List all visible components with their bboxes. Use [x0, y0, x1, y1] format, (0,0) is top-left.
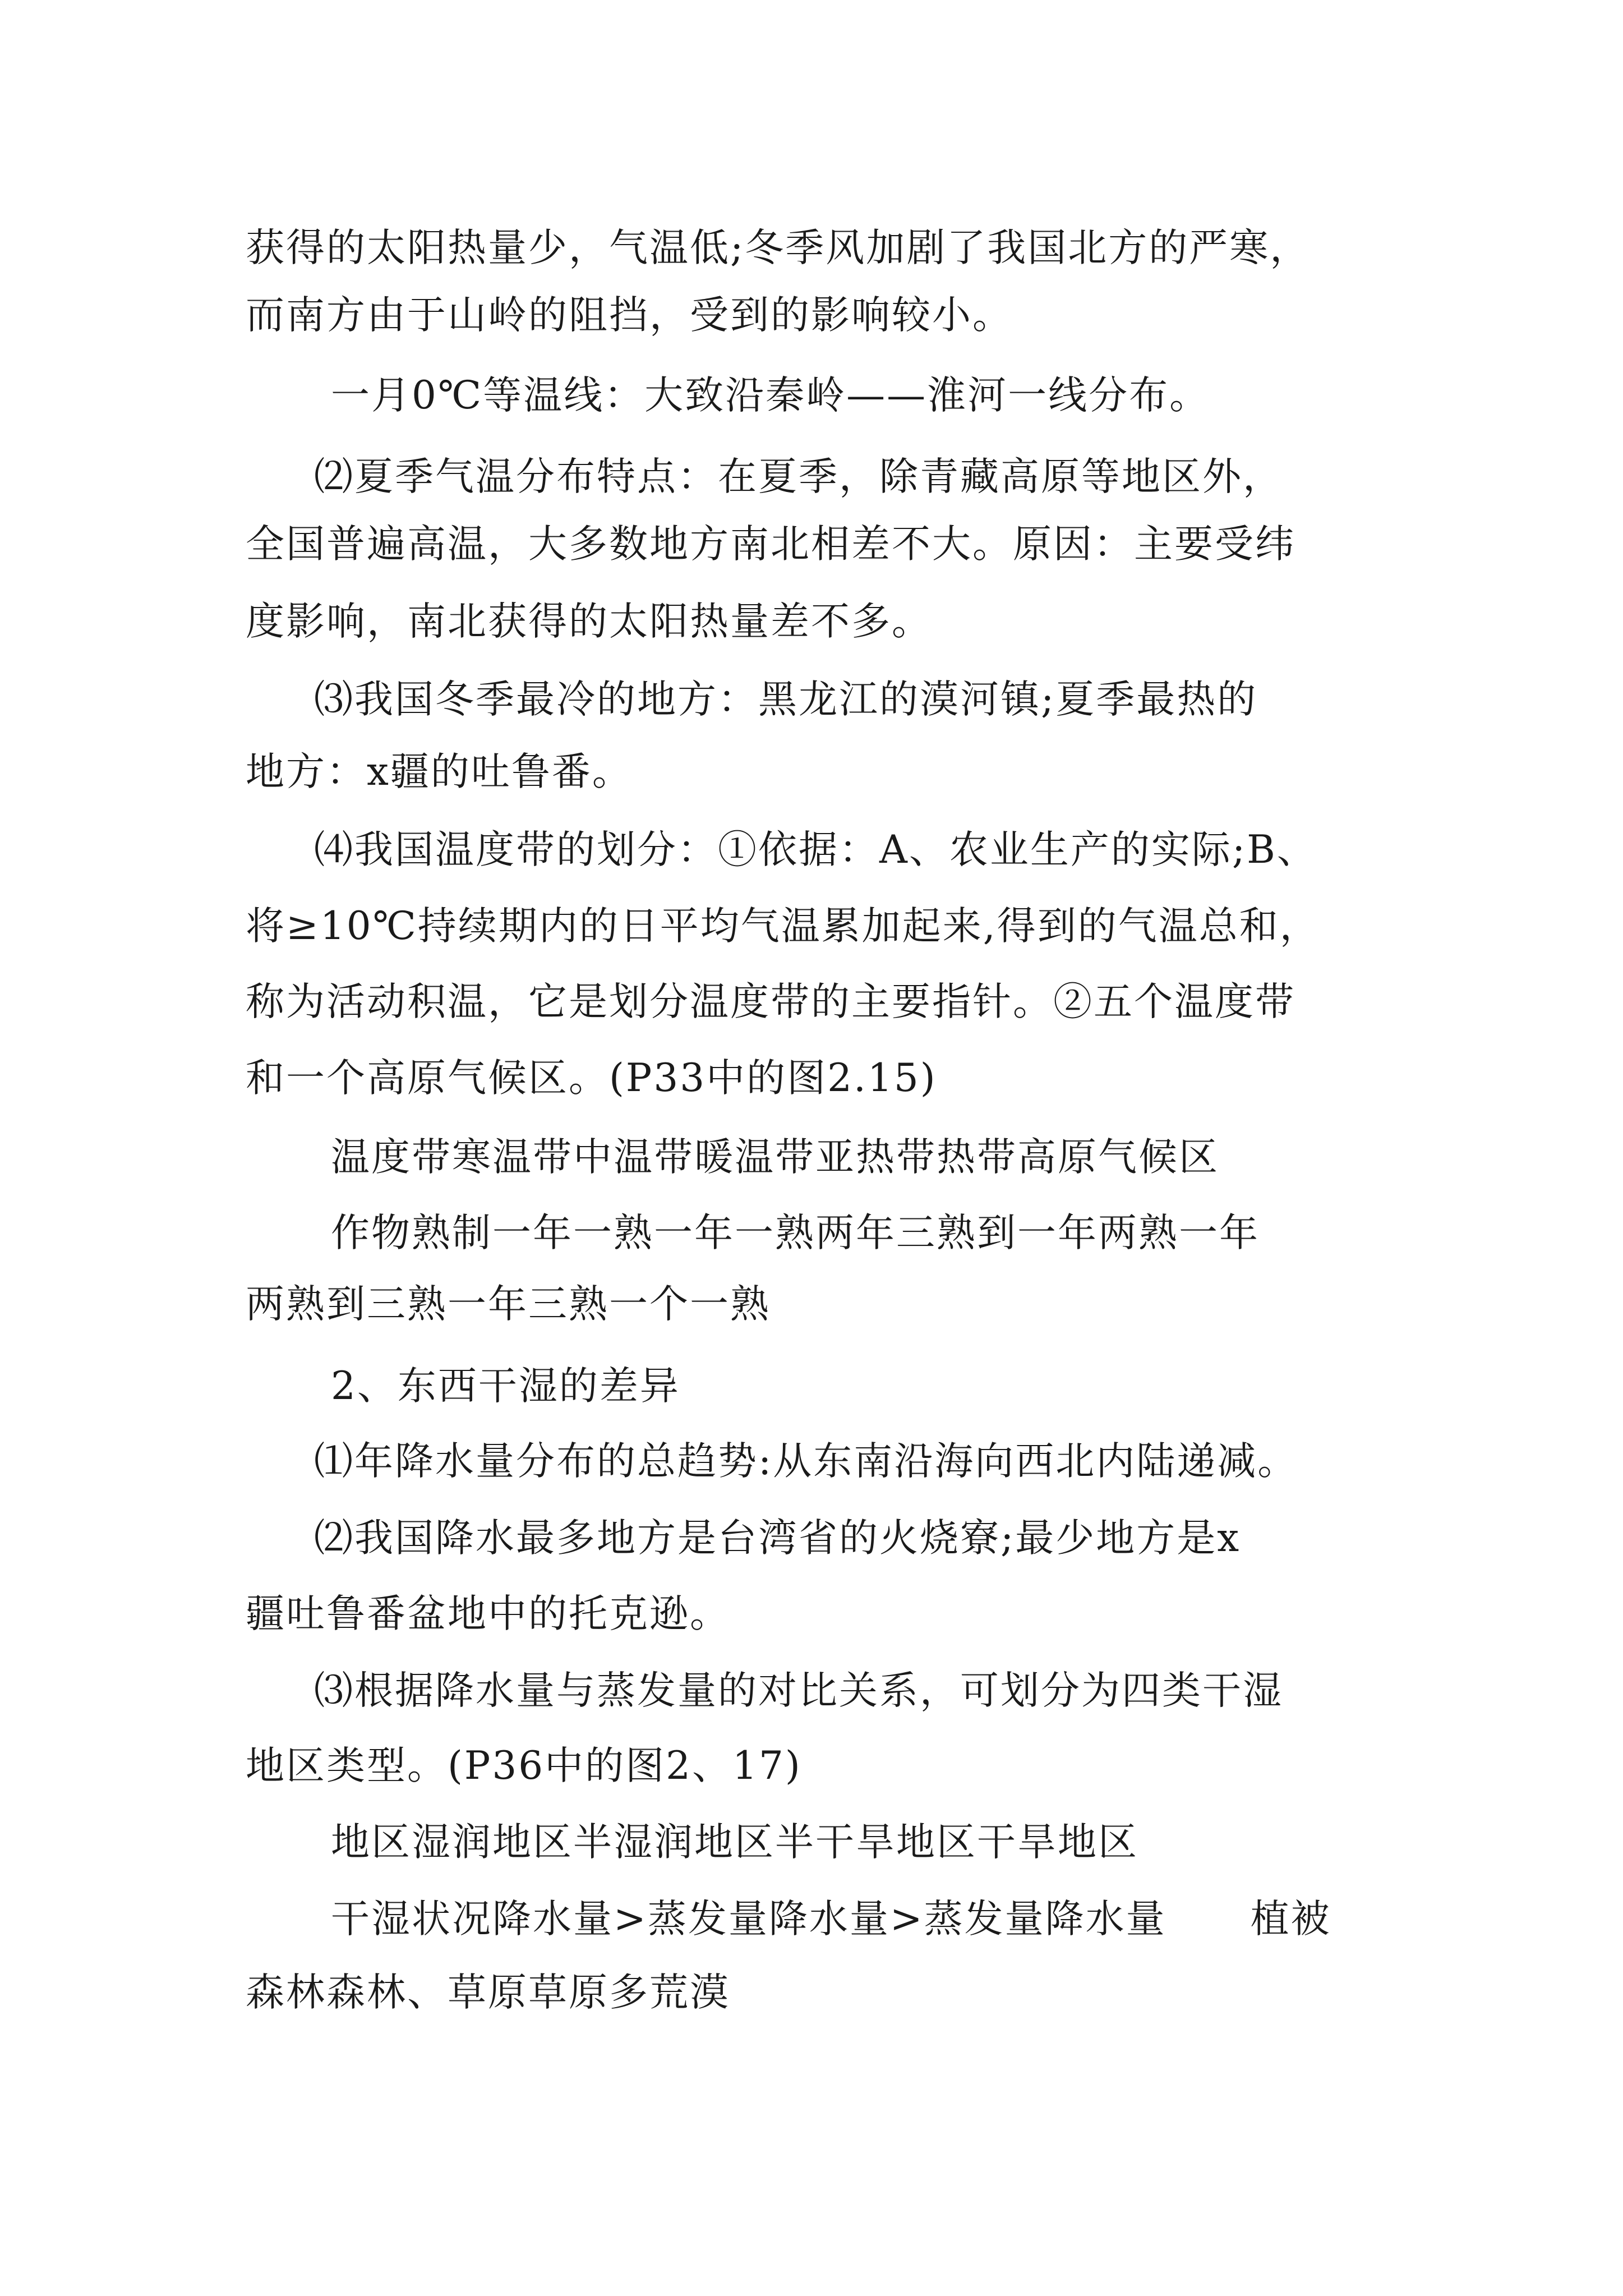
- text-line: 地方：x疆的吐鲁番。: [246, 749, 633, 794]
- text-line: 而南方由于山岭的阻挡，受到的影响较小。: [246, 293, 1013, 338]
- text-line: 2、东西干湿的差异: [331, 1364, 680, 1409]
- text-line: 和一个高原气候区。(P33中的图2.15): [246, 1056, 937, 1101]
- text-line: ⑵我国降水最多地方是台湾省的火烧寮;最少地方是x: [314, 1516, 1241, 1561]
- text-line: 全国普遍高温，大多数地方南北相差不大。原因：主要受纬: [246, 522, 1295, 567]
- text-line: ⑵夏季气温分布特点：在夏季，除青藏高原等地区外，: [314, 454, 1283, 499]
- text-line: ⑷我国温度带的划分：①依据：A、农业生产的实际;B、: [314, 827, 1317, 872]
- text-line: 地区类型。(P36中的图2、17): [246, 1743, 802, 1788]
- text-line: 将≥10℃持续期内的日平均气温累加起来,得到的气温总和，: [246, 904, 1320, 949]
- text-line: [331, 1891, 1331, 1947]
- text-line: ⑶根据降水量与蒸发量的对比关系，可划分为四类干湿: [314, 1668, 1283, 1713]
- text-line: 地区湿润地区半湿润地区半干旱地区干旱地区: [331, 1820, 1138, 1865]
- text-line: 获得的太阳热量少，气温低;冬季风加剧了我国北方的严寒，: [246, 226, 1311, 270]
- text-segment: 植被: [1250, 1897, 1331, 1941]
- text-segment: 干湿状况降水量>蒸发量降水量>蒸发量降水量: [331, 1897, 1166, 1941]
- text-line: 作物熟制一年一熟一年一熟两年三熟到一年两熟一年: [331, 1211, 1260, 1255]
- text-line: 温度带寒温带中温带暖温带亚热带热带高原气候区: [331, 1135, 1219, 1180]
- text-line: ⑶我国冬季最冷的地方：黑龙江的漠河镇;夏季最热的: [314, 677, 1258, 722]
- text-line: 称为活动积温，它是划分温度带的主要指针。②五个温度带: [246, 979, 1295, 1024]
- text-line: 度影响，南北获得的太阳热量差不多。: [246, 599, 932, 644]
- text-line: ⑴年降水量分布的总趋势:从东南沿海向西北内陆递减。: [314, 1439, 1298, 1484]
- text-line: 疆吐鲁番盆地中的托克逊。: [246, 1591, 730, 1636]
- text-line: 两熟到三熟一年三熟一个一熟: [246, 1282, 771, 1327]
- text-line: 森林森林、草原草原多荒漠: [246, 1970, 730, 2015]
- text-line: 一月0℃等温线：大致沿秦岭——淮河一线分布。: [331, 373, 1210, 418]
